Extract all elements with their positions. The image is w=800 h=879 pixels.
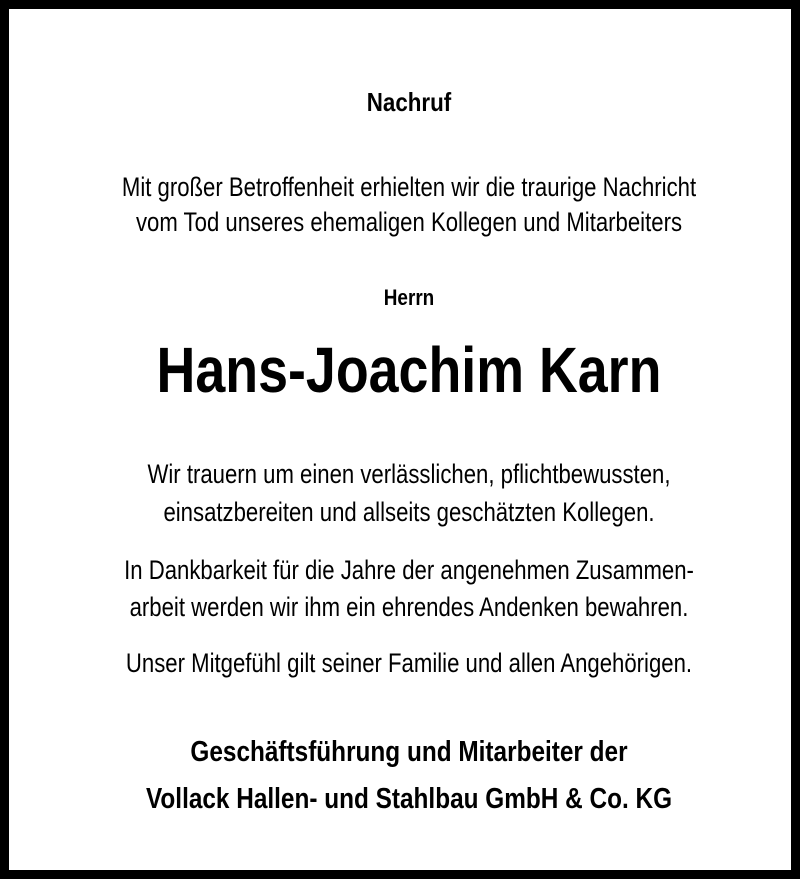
paragraph-2-line-2: arbeit werden wir ihm ein ehrendes Andenken bewahren. bbox=[129, 592, 689, 622]
intro-line-2: vom Tod unseres ehemaligen Kollegen und Mitarbeiters bbox=[135, 207, 683, 237]
notice-title: Nachruf bbox=[366, 87, 452, 117]
paragraph-1-line-2: einsatzbereiten und allseits geschätzten Kollegen. bbox=[163, 497, 655, 527]
signature-line-1: Geschäftsführung und Mitarbeiter der bbox=[190, 736, 628, 768]
paragraph-3: Unser Mitgefühl gilt seiner Familie und allen Angehörigen. bbox=[125, 648, 693, 678]
salutation: Herrn bbox=[383, 285, 435, 310]
signature-line-2: Vollack Hallen- und Stahlbau GmbH & Co. KG bbox=[145, 783, 673, 815]
paragraph-1-line-1: Wir trauern um einen verlässlichen, pflichtbewussten, bbox=[147, 459, 671, 489]
paragraph-2-line-1: In Dankbarkeit für die Jahre der angenehmen Zusammen- bbox=[124, 555, 694, 585]
intro-line-1: Mit großer Betroffenheit erhielten wir die traurige Nachricht bbox=[121, 172, 697, 202]
deceased-name: Hans-Joachim Karn bbox=[156, 334, 662, 406]
